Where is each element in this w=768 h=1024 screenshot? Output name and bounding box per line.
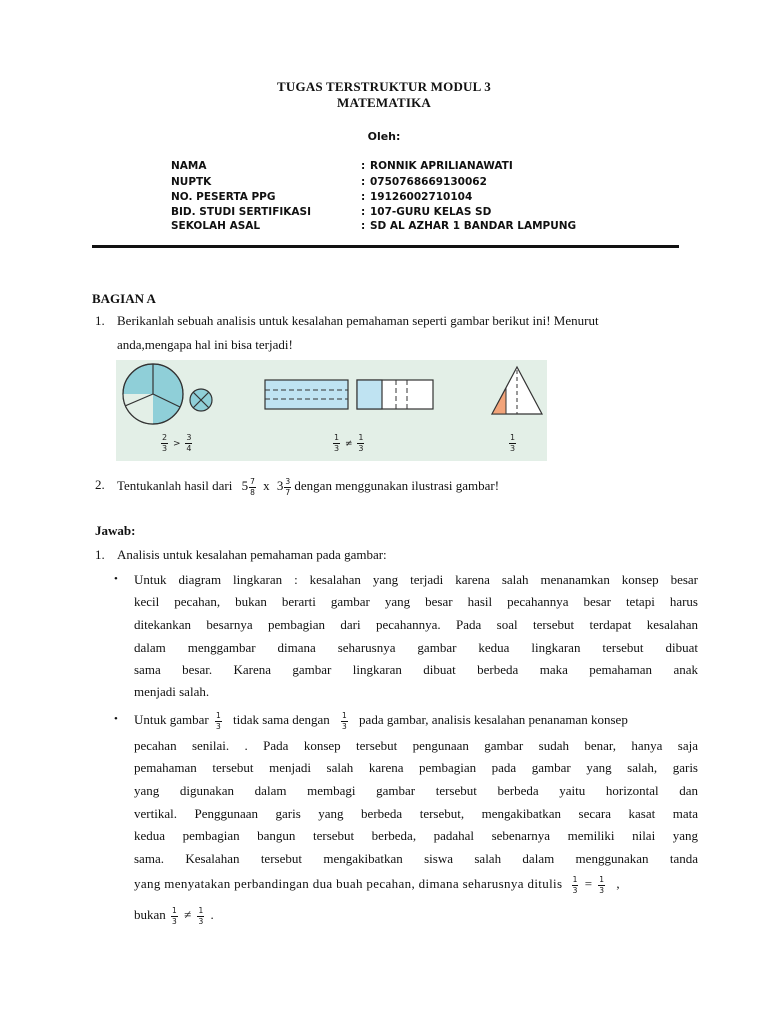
fraction-den: 3 xyxy=(172,916,177,926)
bullet-2-text: Untuk gambar xyxy=(134,711,209,727)
figure-frac-num: 1 xyxy=(510,433,516,442)
mixed-number-whole: 5 xyxy=(241,477,249,493)
fraction-den: 3 xyxy=(198,916,204,926)
not-equal-sign: ≠ xyxy=(184,906,192,922)
figure-label-compare-circles xyxy=(159,434,194,453)
bullet-2-line: vertikal. Penggunaan garis yang berbeda tersebut, mengakibatkan secara kasat mata xyxy=(134,806,698,821)
figure-frac-num: 1 xyxy=(358,433,364,442)
fraction-den: 3 xyxy=(572,885,578,895)
mixed-number-den: 8 xyxy=(250,487,255,497)
figure-frac-num: 1 xyxy=(334,433,340,442)
mixed-number-2 xyxy=(276,477,291,497)
fraction-num: 1 xyxy=(198,906,204,915)
bullet-2-line-final xyxy=(134,907,214,925)
figure-frac-den: 3 xyxy=(358,444,364,453)
fraction-den: 3 xyxy=(342,721,347,731)
bullet-2-line: yang digunakan dalam membagi gambar tersebut berbeda yaitu horizontal dan xyxy=(134,783,698,798)
bullet-1-line: sama besar. Karena gambar lingkaran dibuat berbeda maka pemahaman anak xyxy=(134,662,698,677)
answer-number: 1. xyxy=(95,547,105,562)
question-1-line-2: anda,mengapa hal ini bisa terjadi! xyxy=(117,337,293,352)
identity-value: 0750768669130062 xyxy=(370,176,487,188)
identity-value: 19126002710104 xyxy=(370,191,473,203)
multiply-operator: x xyxy=(263,477,270,493)
section-heading: BAGIAN A xyxy=(92,291,156,306)
header-divider xyxy=(92,245,679,248)
vertical-shaded-part xyxy=(357,380,382,409)
bullet-icon: • xyxy=(114,713,118,725)
identity-colon: : xyxy=(361,191,366,203)
figure-label-compare-rectangles xyxy=(331,434,366,453)
bullet-2-line: pemahaman tersebut menjadi salah karena pembagian pada gambar yang salah, garis xyxy=(134,760,698,775)
figure-label-triangle xyxy=(507,434,518,453)
figure-operator: ≠ xyxy=(344,439,353,449)
bullet-1-line: dalam menggambar dimana seharusnya gambar kedua lingkaran tersebut dibuat xyxy=(134,640,698,655)
bullet-2-text: bukan xyxy=(134,906,166,922)
identity-row-school xyxy=(171,220,691,236)
bullet-1-line: menjadi salah. xyxy=(134,684,210,699)
identity-colon: : xyxy=(361,176,366,188)
fraction-num: 1 xyxy=(599,875,605,884)
fraction-den: 3 xyxy=(215,721,221,731)
identity-colon: : xyxy=(361,206,366,218)
fraction-num: 1 xyxy=(572,875,578,884)
bullet-2-line: kedua pembagian bangun tersebut berbeda, padahal sebenarnya memiliki nilai yang xyxy=(134,828,698,843)
identity-label: SEKOLAH ASAL xyxy=(171,220,261,232)
bullet-icon: • xyxy=(114,573,118,585)
identity-label: NO. PESERTA PPG xyxy=(171,191,276,203)
question-2-text-before: Tentukanlah hasil dari xyxy=(117,477,233,493)
bullet-1-line: kecil pecahan, bukan berarti gambar yang besar hasil pecahannya besar tetapi harus xyxy=(134,594,698,609)
mixed-number-num: 7 xyxy=(250,477,255,486)
mixed-number-den: 7 xyxy=(285,487,291,497)
document-title: TUGAS TERSTRUKTUR MODUL 3 xyxy=(277,79,491,94)
bullet-2-text: pada gambar, analisis kesalahan penanaman konsep xyxy=(359,711,628,727)
identity-label: NUPTK xyxy=(171,176,212,188)
identity-colon: : xyxy=(361,220,366,232)
author-heading: Oleh: xyxy=(367,130,401,143)
horizontal-split-rectangle xyxy=(265,380,348,409)
question-2 xyxy=(117,478,499,496)
identity-value: RONNIK APRILIANAWATI xyxy=(370,160,513,172)
question-number: 2. xyxy=(95,477,105,492)
bullet-1-line: Untuk diagram lingkaran : kesalahan yang terjadi karena salah menanamkan konsep besar xyxy=(134,572,698,587)
fraction-den: 3 xyxy=(599,885,605,895)
bullet-2-line-equation xyxy=(134,876,620,894)
figure-frac-den: 4 xyxy=(186,444,192,453)
bullet-1-line: ditekankan besarnya pembagian dari pecahannya. Pada soal tersebut terdapat kesalahan xyxy=(134,617,698,632)
mixed-number-num: 3 xyxy=(285,477,291,486)
triangle-shaded-part xyxy=(492,388,506,414)
identity-value: 107-GURU KELAS SD xyxy=(370,206,492,218)
question-number: 1. xyxy=(95,313,105,328)
identity-row-nuptk xyxy=(171,176,691,192)
equals-sign: = xyxy=(584,875,593,891)
figure-frac-den: 3 xyxy=(162,444,168,453)
fraction-num: 1 xyxy=(342,711,347,720)
identity-value: SD AL AZHAR 1 BANDAR LAMPUNG xyxy=(370,220,577,232)
answer-1-intro: Analisis untuk kesalahan pemahaman pada gambar: xyxy=(117,547,387,562)
identity-row-participant-number xyxy=(171,191,691,207)
comma: , xyxy=(616,875,620,891)
answer-heading: Jawab: xyxy=(95,523,136,538)
mixed-number-1 xyxy=(241,477,256,497)
bullet-2-line-1 xyxy=(134,712,628,730)
identity-colon: : xyxy=(361,160,366,172)
question-1-line-1: Berikanlah sebuah analisis untuk kesalahan pemahaman seperti gambar berikut ini! Menurut xyxy=(117,313,599,328)
figure-frac-den: 3 xyxy=(510,444,516,453)
bullet-2-line: sama. Kesalahan tersebut mengakibatkan siswa salah dalam menggunakan tanda xyxy=(134,851,698,866)
document-subtitle: MATEMATIKA xyxy=(337,95,431,110)
period: . xyxy=(210,906,214,922)
fraction-num: 1 xyxy=(215,711,221,720)
identity-label: BID. STUDI SERTIFIKASI xyxy=(171,206,312,218)
figure-frac-den: 3 xyxy=(334,444,340,453)
fraction-misconception-figure xyxy=(116,360,547,461)
bullet-2-text: yang menyatakan perbandingan dua buah pecahan, dimana seharusnya ditulis xyxy=(134,875,563,891)
figure-operator: > xyxy=(172,439,181,449)
question-2-text-after: dengan menggunakan ilustrasi gambar! xyxy=(294,477,500,493)
bullet-2-line: pecahan senilai. . Pada konsep tersebut pengunaan gambar sudah benar, hanya saja xyxy=(134,738,698,753)
mixed-number-whole: 3 xyxy=(276,477,284,493)
figure-frac-num: 2 xyxy=(162,433,168,442)
bullet-2-text: tidak sama dengan xyxy=(233,711,330,727)
fraction-num: 1 xyxy=(172,906,177,915)
identity-row-name xyxy=(171,160,691,176)
identity-label: NAMA xyxy=(171,160,207,172)
figure-frac-num: 3 xyxy=(186,433,192,442)
